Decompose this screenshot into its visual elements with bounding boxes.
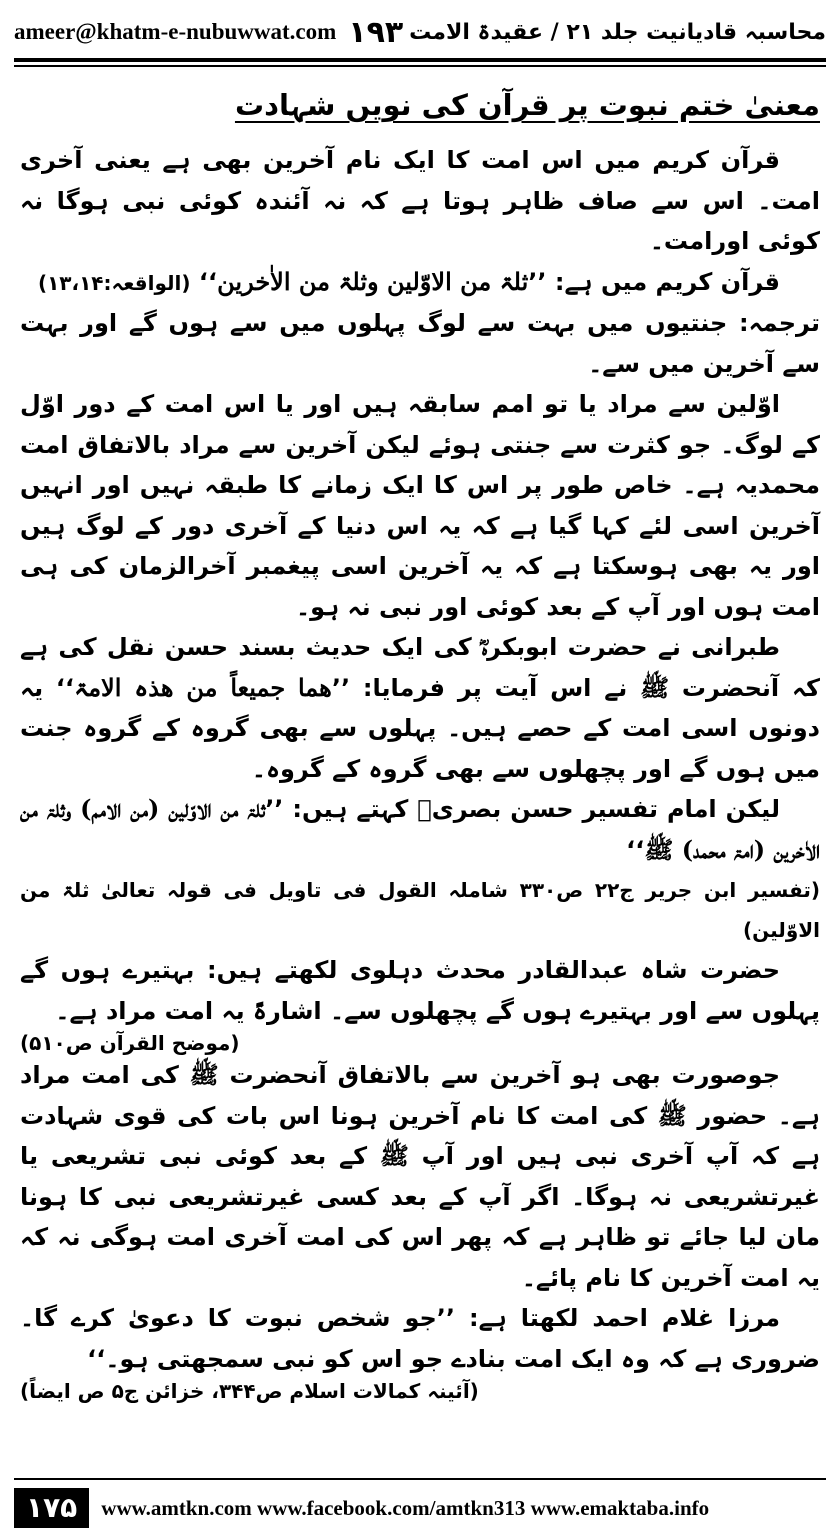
page-header <box>14 12 826 52</box>
p9-reference-row <box>20 1379 820 1403</box>
header-rule-thick <box>14 58 826 62</box>
p2-prefix: قرآن کریم میں ہے: ’’ <box>528 267 780 296</box>
paragraph-5 <box>20 627 820 789</box>
p2-arabic-verse: ثلۃ من الاوّلین وثلۃ من الاٰخرین <box>217 266 529 296</box>
p6-arabic-quote: ثلۃ من الاوّلین (من الامم) وثلۃ من الاٰخرین (امۃ محمد) ﷺ <box>20 794 820 864</box>
p5-arabic-hadith: ھما جمیعاً من ھذہ الامۃ <box>74 672 332 702</box>
paragraph-6 <box>20 789 820 870</box>
header-rule-thin <box>14 65 826 67</box>
p2-reference: (الواقعہ:۱۳،۱۴) <box>37 270 191 295</box>
header-page-number: ۱۹۳ <box>348 14 404 50</box>
paragraph-translation: ترجمہ: جنتیوں میں بہت سے لوگ پہلوں میں سے ہوں گے اور بہت سے آخرین میں سے۔ <box>20 309 820 378</box>
paragraph-8: جوصورت بھی ہو آخرین سے بالاتفاق آنحضرت ﷺ کی امت مراد ہے۔ حضور ﷺ کی امت کا نام آخرین ہونا اس بات کی قوی شہادت ہے کہ آپ آخری نبی ہیں اور آپ ﷺ کے بعد کوئی نبی تشریعی یا غیرتشریعی نہ ہوگا۔ اگر آپ کے بعد کسی غیرتشریعی نبی کا ہونا مان لیا جائے تو ظاہر ہے کہ پھر اس کی امت آخری امت ہوگی نہ کہ یہ امت آخرین کا نام پائے۔ <box>20 1061 820 1292</box>
p6-suffix: ‘‘ <box>626 835 645 864</box>
footer-rule <box>14 1478 826 1480</box>
paragraph-7: حضرت شاہ عبدالقادر محدث دہلوی لکھتے ہیں: بہتیرے ہوں گے پہلوں سے اور بہتیرے ہوں گے پچھلوں سے۔ اشارۃً یہ امت مراد ہے۔ <box>20 956 820 1025</box>
p9-reference: (آئینہ کمالات اسلام ص۳۴۴، خزائن ج۵ ص ایضاً) <box>20 1379 479 1403</box>
header-book-title: محاسبہ قادیانیت جلد ۲۱ / عقیدۃ الامت <box>409 19 826 45</box>
p7-reference: (موضح القرآن ص۵۱۰) <box>20 1031 240 1055</box>
paragraph-9: مرزا غلام احمد لکھتا ہے: ’’جو شخص نبوت کا دعویٰ کرے گا۔ ضروری ہے کہ وہ ایک امت بنادے جو اس کو نبی سمجھتی ہو۔‘‘ <box>20 1304 820 1373</box>
p5-suffix: ‘‘ یہ دونوں اسی امت کے حصے ہیں۔ پہلوں سے بھی گروہ کے گروہ جنت میں ہوں گے اور پچھلوں سے بھی گروہ کے گروہ۔ <box>20 673 820 783</box>
footer-website-links[interactable]: www.amtkn.com www.facebook.com/amtkn313 www.emaktaba.info <box>101 1495 710 1520</box>
page-body <box>20 80 820 1470</box>
paragraph-2 <box>20 262 820 304</box>
p7-reference-row <box>20 1031 820 1055</box>
header-email: ameer@khatm-e-nubuwwat.com <box>14 19 337 44</box>
p2-suffix: ‘‘ <box>198 267 218 296</box>
citation-tafsir: (تفسیر ابن جریر ج۲۲ ص۳۳۰ شاملہ القول فی تاویل فی قولہ تعالیٰ ثلۃ من الاوّلین) <box>20 878 820 942</box>
paragraph-4: اوّلین سے مراد یا تو امم سابقہ ہیں اور یا اس امت کے دور اوّل کے لوگ۔ جو کثرت سے جنتی ہوئے لیکن آخرین سے مراد بالاتفاق امت محمدیہ ہے۔ خاص طور پر اس کا ایک زمانے کا طبقہ نہیں اور انہیں آخرین اسی لئے کہا گیا ہے کہ یہ اس دنیا کے آخری دور کے لوگ ہیں اور یہ بھی ہوسکتا ہے کہ یہ آخرین اسی پیغمبر آخرالزمان کی ہی امت ہوں اور آپ کے بعد کوئی اور نبی نہ ہو۔ <box>20 390 820 621</box>
page-footer <box>14 1488 826 1528</box>
footer-page-number: ۱۷۵ <box>14 1488 89 1528</box>
paragraph-1: قرآن کریم میں اس امت کا ایک نام آخرین بھی ہے یعنی آخری امت۔ اس سے صاف ظاہر ہوتا ہے کہ نہ آئندہ کوئی نبی ہوگا نہ کوئی اورامت۔ <box>20 146 820 255</box>
section-heading: معنیٰ ختم نبوت پر قرآن کی نویں شہادت <box>234 88 820 122</box>
p5-prefix: طبرانی نے حضرت ابوبکرہؓ کی ایک حدیث بسند حسن نقل کی ہے کہ آنحضرت ﷺ نے اس آیت پر فرمایا: ’’ <box>20 633 821 702</box>
p6-prefix: لیکن امام تفسیر حسن بصریؒ کہتے ہیں: ’’ <box>265 795 780 823</box>
